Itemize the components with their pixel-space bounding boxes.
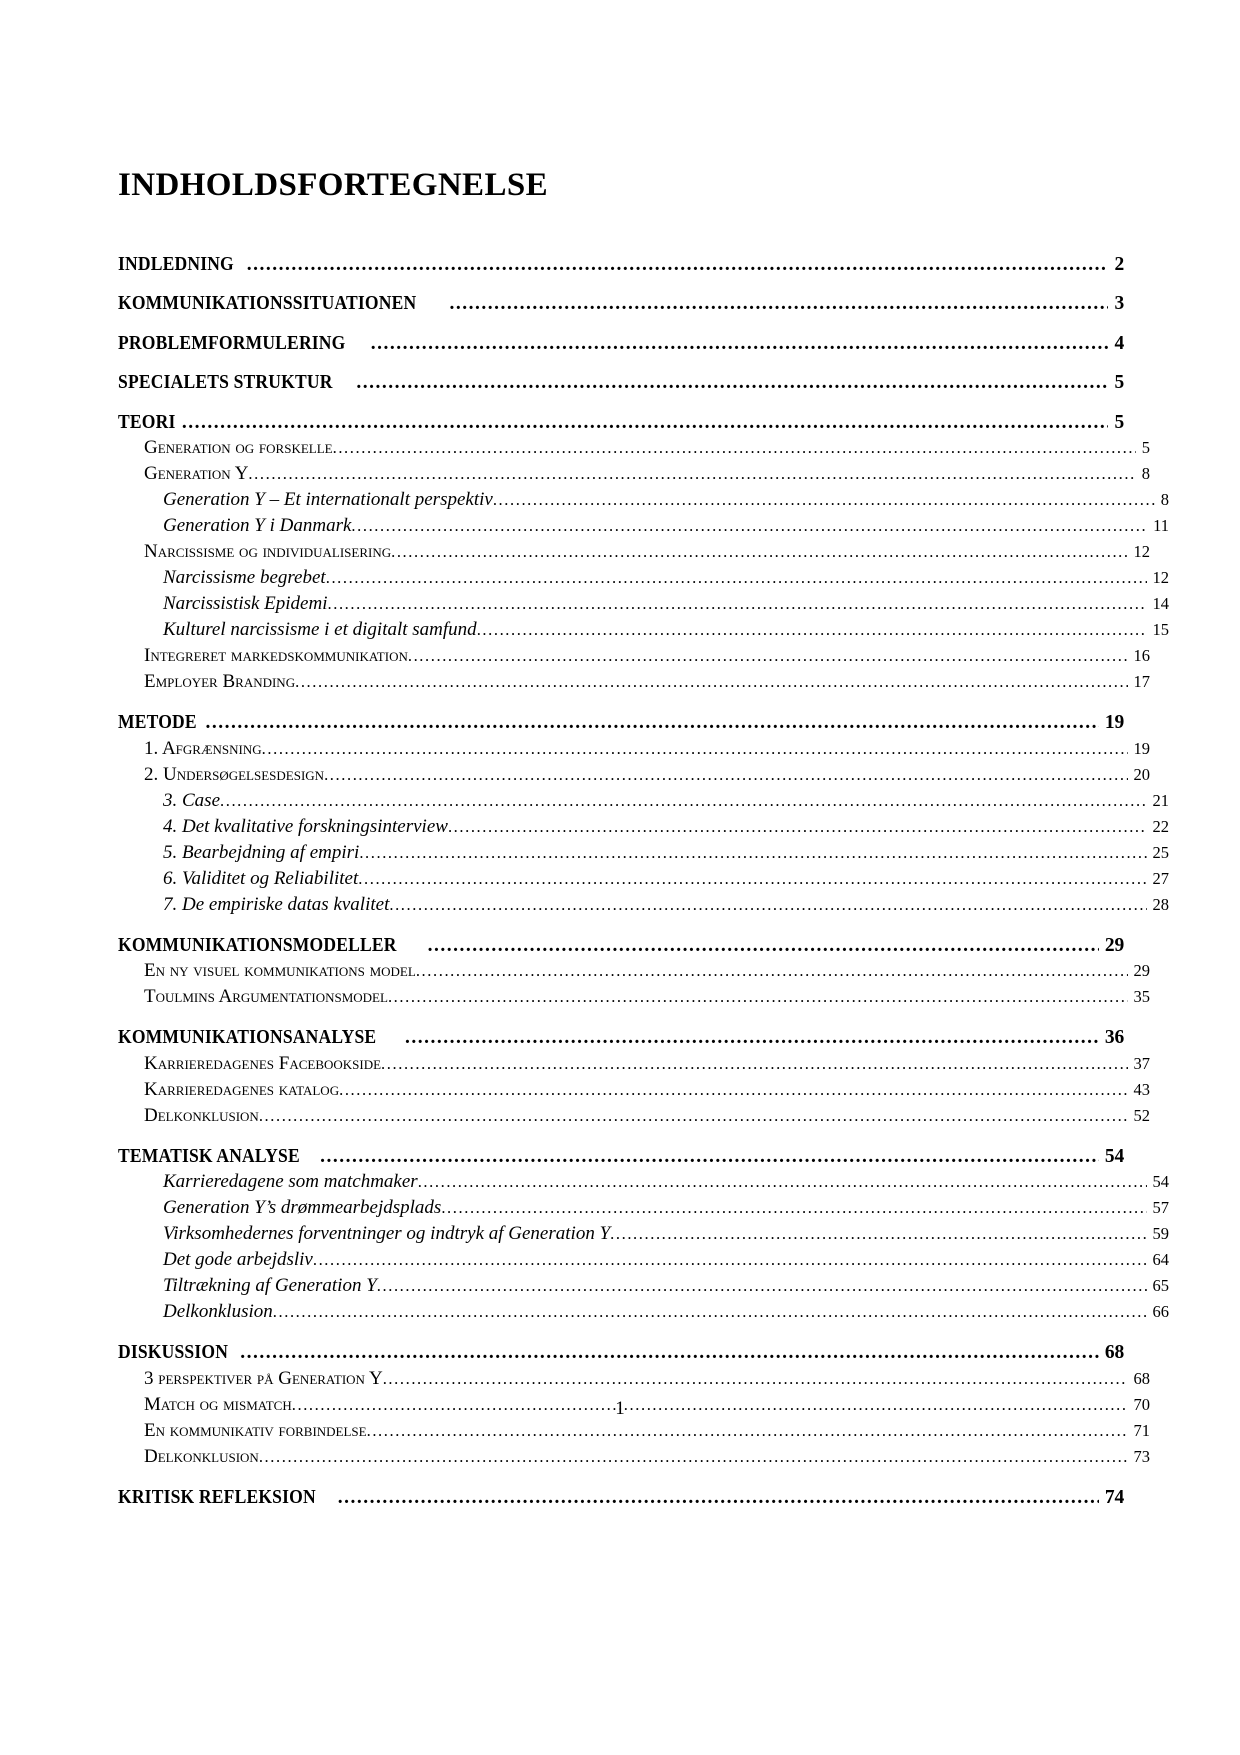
toc-leader-dots xyxy=(383,1371,1128,1390)
toc-entry-label: 3. Case xyxy=(163,790,220,811)
toc-entry-level-3[interactable] xyxy=(118,1276,1169,1297)
toc-entry-label: 7. De empiriske datas kvalitet xyxy=(163,894,390,915)
toc-entry-label: Virksomhedernes forventninger og indtryk af Generation Y xyxy=(163,1224,611,1245)
toc-entry-page-number: 21 xyxy=(1152,790,1169,810)
toc-entry-level-3[interactable] xyxy=(118,843,1169,864)
toc-entry-label: METODE xyxy=(118,713,197,733)
toc-entry-label: KOMMUNIKATIONSSITUATIONEN xyxy=(118,294,417,314)
toc-entry-level-1[interactable] xyxy=(118,1147,1124,1167)
toc-entry-page-number: 54 xyxy=(1104,1146,1124,1167)
toc-entry-page-number: 36 xyxy=(1104,1028,1124,1048)
toc-entry-label: 3 perspektiver på Generation Y xyxy=(144,1368,383,1389)
toc-leader-dots xyxy=(391,544,1127,563)
toc-entry-level-3[interactable] xyxy=(118,817,1169,838)
toc-entry-label: KOMMUNIKATIONSANALYSE xyxy=(118,1028,377,1048)
toc-leader-dots xyxy=(295,674,1127,693)
toc-entry-page-number: 15 xyxy=(1152,620,1169,640)
toc-entry-level-3[interactable] xyxy=(118,516,1169,537)
toc-entry-label: PROBLEMFORMULERING xyxy=(118,333,346,354)
toc-entry-level-1[interactable] xyxy=(118,1343,1124,1363)
toc-entry-label: Kulturel narcissisme i et digitalt samfund xyxy=(163,620,477,641)
toc-entry-page-number: 57 xyxy=(1152,1198,1169,1218)
toc-entry-page-number: 8 xyxy=(1160,490,1169,510)
toc-entry-page-number: 68 xyxy=(1133,1368,1150,1388)
toc-entry-page-number: 12 xyxy=(1152,568,1169,588)
toc-entry-page-number: 25 xyxy=(1152,842,1169,862)
toc-leader-dots xyxy=(449,294,1108,314)
toc-leader-dots xyxy=(273,1304,1147,1323)
toc-leader-dots xyxy=(324,767,1127,786)
toc-leader-dots xyxy=(247,255,1109,275)
toc-leader-dots xyxy=(408,648,1128,667)
toc-entry-level-1[interactable] xyxy=(118,1488,1124,1508)
toc-entry-page-number: 73 xyxy=(1133,1446,1150,1466)
toc-entry-label: TEMATISK ANALYSE xyxy=(118,1146,300,1167)
toc-entry-level-2[interactable] xyxy=(118,765,1150,786)
toc-entry-page-number: 5 xyxy=(1141,438,1150,458)
toc-entry-label: Karrieredagenes katalog xyxy=(144,1079,340,1100)
toc-entry-label: Generation Y – Et internationalt perspektiv xyxy=(163,490,493,511)
toc-entry-level-2[interactable] xyxy=(118,1080,1150,1101)
toc-entry-label: 4. Det kvalitative forskningsinterview xyxy=(163,816,448,837)
toc-leader-dots xyxy=(477,622,1147,641)
toc-entry-label: Narcissisme og individualisering xyxy=(144,542,392,563)
toc-leader-dots xyxy=(326,570,1147,589)
toc-entry-label: En ny visuel kommunikations model xyxy=(144,961,416,982)
toc-entry-level-3[interactable] xyxy=(118,1172,1169,1193)
toc-entry-label: TEORI xyxy=(118,412,176,433)
toc-entry-label: En kommunikativ forbindelse xyxy=(144,1420,367,1441)
toc-leader-dots xyxy=(371,334,1109,354)
toc-entry-label: Generation Y xyxy=(144,464,249,485)
toc-entry-page-number: 19 xyxy=(1133,738,1150,758)
toc-entry-level-2[interactable] xyxy=(118,1106,1150,1127)
toc-leader-dots xyxy=(405,1028,1099,1048)
toc-entry-level-3[interactable] xyxy=(118,895,1169,916)
toc-entry-level-3[interactable] xyxy=(118,620,1169,641)
toc-leader-dots xyxy=(259,1449,1128,1468)
toc-entry-page-number: 43 xyxy=(1133,1079,1150,1099)
toc-entry-label: Toulmins Argumentationsmodel xyxy=(144,987,388,1008)
toc-entry-label: 6. Validitet og Reliabilitet xyxy=(163,868,359,889)
toc-entry-label: Karrieredagene som matchmaker xyxy=(163,1172,418,1193)
toc-entry-label: Integreret markedskommunikation xyxy=(144,646,408,667)
toc-entry-label: Tiltrækning af Generation Y xyxy=(163,1276,377,1297)
toc-leader-dots xyxy=(448,819,1147,838)
toc-entry-page-number: 28 xyxy=(1152,894,1169,914)
toc-entry-label: Match og mismatch xyxy=(144,1394,292,1415)
toc-entry-label: DISKUSSION xyxy=(118,1343,229,1363)
toc-leader-dots xyxy=(182,413,1109,433)
toc-entry-label: Employer Branding xyxy=(144,672,296,693)
toc-entry-page-number: 35 xyxy=(1133,987,1150,1007)
toc-entry-level-3[interactable] xyxy=(118,490,1169,511)
toc-entry-label: Karrieredagenes Facebookside xyxy=(144,1053,382,1074)
toc-entry-level-1[interactable] xyxy=(118,936,1124,956)
toc-leader-dots xyxy=(320,1147,1099,1167)
toc-entry-level-2[interactable] xyxy=(118,987,1150,1008)
toc-entry-level-1[interactable] xyxy=(118,713,1124,733)
toc-entry-level-2[interactable] xyxy=(118,542,1150,563)
toc-entry-page-number: 66 xyxy=(1152,1302,1169,1322)
toc-leader-dots xyxy=(328,596,1147,615)
footer-page-number: 1 xyxy=(615,1398,625,1419)
toc-entry-label: 2. Undersøgelsesdesign xyxy=(144,764,325,785)
toc-entry-page-number: 20 xyxy=(1133,764,1150,784)
toc-entry-page-number: 5 xyxy=(1114,373,1124,393)
toc-leader-dots xyxy=(367,1423,1128,1442)
toc-leader-dots xyxy=(441,1200,1146,1219)
toc-entry-page-number: 8 xyxy=(1141,464,1150,484)
toc-entry-page-number: 12 xyxy=(1133,542,1150,562)
toc-entry-page-number: 2 xyxy=(1114,254,1124,275)
toc-entry-page-number: 64 xyxy=(1152,1250,1169,1270)
toc-entry-level-3[interactable] xyxy=(118,594,1169,615)
toc-entry-level-3[interactable] xyxy=(118,1302,1169,1323)
toc-entry-label: Delkonklusion xyxy=(144,1446,259,1467)
toc-entry-level-3[interactable] xyxy=(118,791,1169,812)
toc-entry-label: KOMMUNIKATIONSMODELLER xyxy=(118,935,397,956)
toc-entry-label: Delkonklusion xyxy=(163,1302,273,1323)
toc-entry-page-number: 74 xyxy=(1104,1487,1124,1508)
toc-entry-page-number: 52 xyxy=(1133,1105,1150,1125)
toc-leader-dots xyxy=(377,1278,1147,1297)
toc-leader-dots xyxy=(389,897,1146,916)
toc-entry-page-number: 27 xyxy=(1152,868,1169,888)
toc-entry-level-2[interactable] xyxy=(118,672,1150,693)
toc-entry-label: KRITISK REFLEKSION xyxy=(118,1487,316,1508)
toc-leader-dots xyxy=(381,1056,1127,1075)
toc-entry-page-number: 17 xyxy=(1133,672,1150,692)
toc-entry-page-number: 65 xyxy=(1152,1276,1169,1296)
toc-entry-level-1[interactable] xyxy=(118,294,1124,314)
toc-leader-dots xyxy=(259,1108,1128,1127)
toc-entry-level-1[interactable] xyxy=(118,373,1124,393)
toc-entry-label: INDLEDNING xyxy=(118,254,234,275)
toc-leader-dots xyxy=(351,518,1147,537)
toc-entry-label: Generation Y i Danmark xyxy=(163,516,352,537)
toc-entry-page-number: 14 xyxy=(1152,594,1169,614)
toc-entry-label: Delkonklusion xyxy=(144,1105,259,1126)
toc-entry-page-number: 22 xyxy=(1152,816,1169,836)
toc-entry-label: Generation Y’s drømmearbejdsplads xyxy=(163,1198,442,1219)
toc-entry-page-number: 3 xyxy=(1114,294,1124,314)
toc-entry-page-number: 59 xyxy=(1152,1224,1169,1244)
toc-entry-page-number: 68 xyxy=(1104,1343,1124,1363)
toc-entry-level-2[interactable] xyxy=(118,438,1150,459)
toc-entry-level-1[interactable] xyxy=(118,1028,1124,1048)
page-title: INDHOLDSFORTEGNELSE xyxy=(118,167,549,203)
toc-entry-page-number: 11 xyxy=(1153,516,1169,536)
toc-leader-dots xyxy=(220,793,1147,812)
toc-leader-dots xyxy=(206,713,1099,733)
toc-entry-label: Narcissistisk Epidemi xyxy=(163,594,328,615)
toc-entry-page-number: 29 xyxy=(1133,961,1150,981)
toc-entry-page-number: 19 xyxy=(1104,713,1124,733)
toc-leader-dots xyxy=(493,492,1155,511)
toc-entry-level-1[interactable] xyxy=(118,334,1124,354)
toc-entry-level-3[interactable] xyxy=(118,1198,1169,1219)
toc-entry-level-2[interactable] xyxy=(118,1369,1150,1390)
toc-leader-dots xyxy=(339,1082,1127,1101)
toc-entry-page-number: 16 xyxy=(1133,646,1150,666)
toc-leader-dots xyxy=(240,1343,1099,1363)
toc-leader-dots xyxy=(428,936,1099,956)
toc-leader-dots xyxy=(262,741,1128,760)
toc-leader-dots xyxy=(333,440,1136,459)
toc-leader-dots xyxy=(313,1252,1147,1271)
toc-entry-level-3[interactable] xyxy=(118,568,1169,589)
toc-entry-level-2[interactable] xyxy=(118,739,1150,760)
toc-entry-label: 5. Bearbejdning af empiri xyxy=(163,842,360,863)
toc-entry-page-number: 70 xyxy=(1133,1394,1150,1414)
toc-entry-page-number: 4 xyxy=(1114,333,1124,354)
toc-entry-page-number: 71 xyxy=(1133,1420,1150,1440)
toc-entry-level-3[interactable] xyxy=(118,869,1169,890)
toc-leader-dots xyxy=(338,1488,1099,1508)
toc-entry-level-2[interactable] xyxy=(118,646,1150,667)
toc-entry-page-number: 5 xyxy=(1114,412,1124,433)
toc-leader-dots xyxy=(610,1226,1146,1245)
toc-entry-level-3[interactable] xyxy=(118,1250,1169,1271)
toc-entry-level-2[interactable] xyxy=(118,961,1150,982)
toc-entry-label: SPECIALETS STRUKTUR xyxy=(118,373,333,393)
toc-leader-dots xyxy=(418,1174,1147,1193)
toc-entry-level-2[interactable] xyxy=(118,1054,1150,1075)
toc-entry-label: Narcissisme begrebet xyxy=(163,568,326,589)
toc-entry-label: 1. Afgrænsning xyxy=(144,738,262,759)
toc-leader-dots xyxy=(388,989,1128,1008)
toc-entry-label: Det gode arbejdsliv xyxy=(163,1250,313,1271)
toc-list xyxy=(118,254,1169,1508)
toc-entry-page-number: 54 xyxy=(1152,1172,1169,1192)
toc-leader-dots xyxy=(248,466,1135,485)
toc-leader-dots xyxy=(416,963,1128,982)
toc-container xyxy=(118,167,1169,1513)
toc-entry-page-number: 29 xyxy=(1104,935,1124,956)
toc-entry-level-2[interactable] xyxy=(118,1421,1150,1442)
toc-entry-level-2[interactable] xyxy=(118,1447,1150,1468)
toc-entry-level-2[interactable] xyxy=(118,464,1150,485)
toc-leader-dots xyxy=(358,871,1146,890)
toc-entry-level-1[interactable] xyxy=(118,255,1124,275)
toc-entry-page-number: 37 xyxy=(1133,1053,1150,1073)
toc-entry-level-3[interactable] xyxy=(118,1224,1169,1245)
toc-leader-dots xyxy=(359,845,1146,864)
toc-entry-level-1[interactable] xyxy=(118,413,1124,433)
toc-leader-dots xyxy=(356,373,1108,393)
toc-entry-label: Generation og forskelle xyxy=(144,438,333,459)
